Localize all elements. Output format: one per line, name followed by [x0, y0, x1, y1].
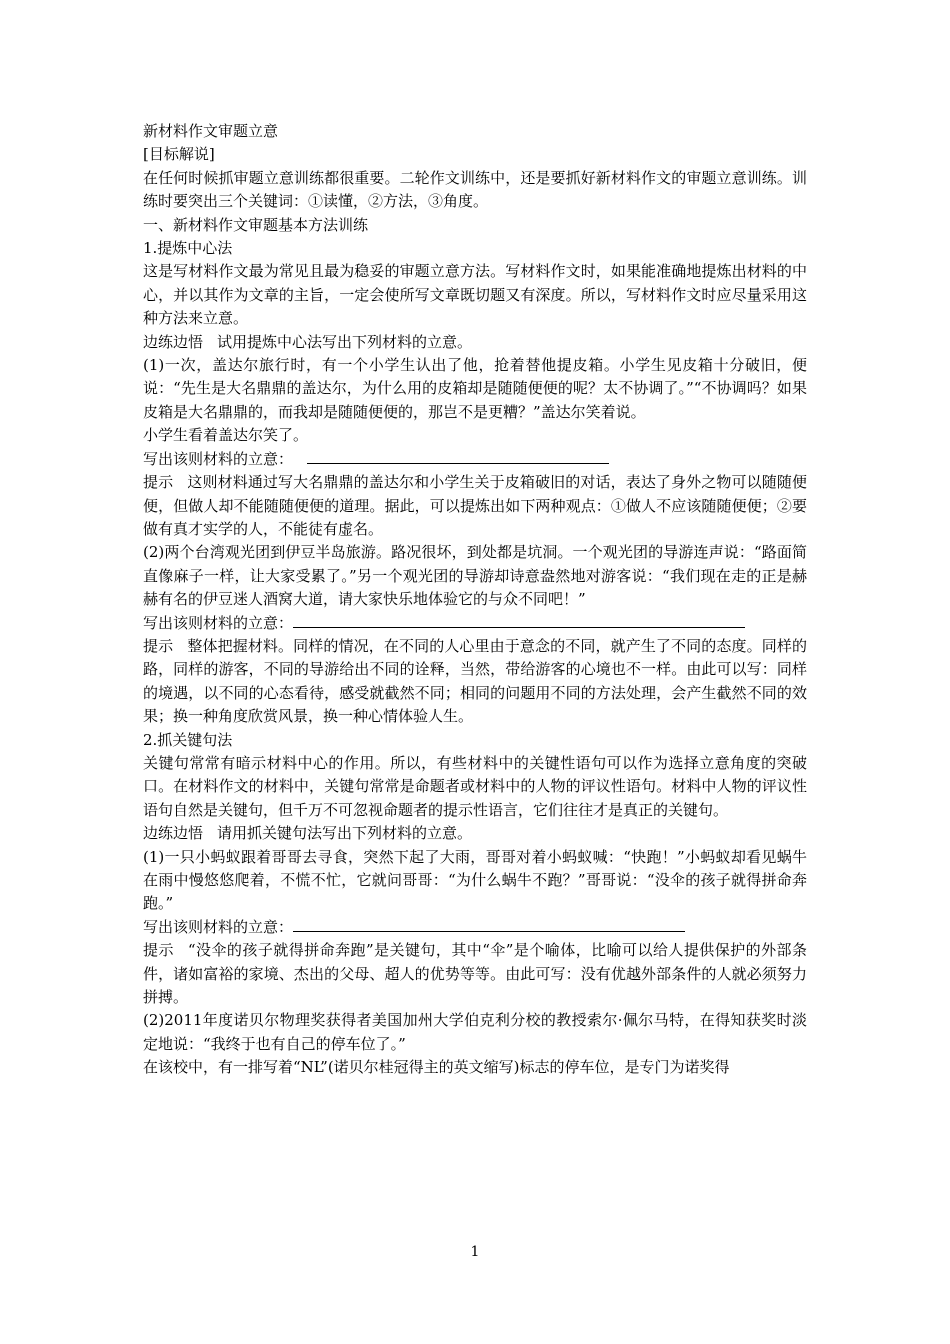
method2-example1-hint [143, 939, 807, 1009]
answer-prompt: 写出该则材料的立意： [143, 449, 294, 468]
intro-paragraph: 在任何时候抓审题立意训练都很重要。二轮作文训练中，还是要抓好新材料作文的审题立意训练。训练时要突出三个关键词：①读懂，②方法，③角度。 [143, 168, 807, 211]
method1-example1-answer [143, 448, 807, 471]
practice-label: 边练边悟 [143, 332, 204, 351]
practice-text: 请用抓关键句法写出下列材料的立意。 [217, 824, 473, 843]
method1-example2-hint [143, 635, 807, 729]
method1-example1-end: 小学生看着盖达尔笑了。 [143, 426, 309, 445]
page-number: 1 [470, 1244, 480, 1260]
method2-heading: 2.抓关键句法 [143, 730, 233, 749]
target-heading: [目标解说] [143, 145, 215, 164]
method2-example1-answer [143, 916, 807, 939]
hint-label: 提示 [143, 941, 174, 960]
document-page [143, 120, 807, 1080]
method1-heading: 1.提炼中心法 [143, 239, 233, 258]
method1-example1-hint [143, 471, 807, 541]
method2-example1: (1)一只小蚂蚁跟着哥哥去寻食，突然下起了大雨，哥哥对着小蚂蚁喊：“快跑！”小蚂蚁却看见蜗牛在雨中慢悠悠爬着，不慌不忙，它就问哥哥：“为什么蜗牛不跑？”哥哥说：“没伞的孩子就得拼命奔跑。” [143, 847, 807, 913]
hint-text: 整体把握材料。同样的情况，在不同的人心里由于意念的不同，就产生了不同的态度。同样的路，同样的游客，不同的导游给出不同的诠释，当然，带给游客的心境也不一样。由此可以写：同样的境遇，以不同的心态看待，感受就截然不同；相同的问题用不同的方法处理，会产生截然不同的效果；换一种角度欣赏风景，换一种心情体验人生。 [143, 636, 807, 726]
method1-example1: (1)一次，盖达尔旅行时，有一个小学生认出了他，抢着替他提皮箱。小学生见皮箱十分破旧，便说：“先生是大名鼎鼎的盖达尔，为什么用的皮箱却是随随便便的呢？太不协调了。”“不协调吗？如果皮箱是大名鼎鼎的，而我却是随随便便的，那岂不是更糟？”盖达尔笑着说。 [143, 356, 807, 421]
method1-description: 这是写材料作文最为常见且最为稳妥的审题立意方法。写材料作文时，如果能准确地提炼出材料的中心，并以其作为文章的主旨，一定会使所写文章既切题又有深度。所以，写材料作文时应尽量采用这种方法来立意。 [143, 262, 807, 328]
method2-description: 关键句常常有暗示材料中心的作用。所以，有些材料中的关键性语句可以作为选择立意角度的突破口。在材料作文的材料中，关键句常常是命题者或材料中的人物的评议性语句。材料中人物的评议性语句自然是关键句，但千万不可忽视命题者的提示性语言，它们往往才是真正的关键句。 [143, 753, 807, 819]
hint-text: “没伞的孩子就得拼命奔跑”是关键句，其中“伞”是个喻体，比喻可以给人提供保护的外部条件，诸如富裕的家境、杰出的父母、超人的优势等等。由此可写：没有优越外部条件的人就必须努力拼搏。 [143, 941, 807, 1007]
method1-example2-answer [143, 612, 807, 635]
method1-practice [143, 331, 807, 354]
practice-label: 边练边悟 [143, 824, 204, 843]
hint-text: 这则材料通过写大名鼎鼎的盖达尔和小学生关于皮箱破旧的对话，表达了身外之物可以随随便便，但做人却不能随随便便的道理。据此，可以提炼出如下两种观点：①做人不应该随随便便；②要做有真才实学的人，不能徒有虚名。 [143, 473, 807, 538]
answer-blank-line[interactable] [293, 917, 685, 932]
section-heading: 一、新材料作文审题基本方法训练 [143, 215, 369, 234]
method2-practice [143, 822, 807, 845]
hint-label: 提示 [143, 473, 174, 492]
answer-prompt: 写出该则材料的立意： [143, 917, 294, 936]
answer-blank-line[interactable] [293, 613, 745, 628]
method1-example2: (2)两个台湾观光团到伊豆半岛旅游。路况很坏，到处都是坑洞。一个观光团的导游连声说：“路面简直像麻子一样，让大家受累了。”另一个观光团的导游却诗意盎然地对游客说：“我们现在走的正是赫赫有名的伊豆迷人酒窝大道，请大家快乐地体验它的与众不同吧！” [143, 543, 807, 609]
method2-example2-continued: 在该校中，有一排写着“NL”(诺贝尔桂冠得主的英文缩写)标志的停车位，是专门为诺奖得 [143, 1058, 730, 1077]
document-title: 新材料作文审题立意 [143, 122, 279, 140]
answer-prompt: 写出该则材料的立意： [143, 613, 294, 632]
practice-text: 试用提炼中心法写出下列材料的立意。 [217, 332, 473, 351]
method2-example2: (2)2011年度诺贝尔物理奖获得者美国加州大学伯克利分校的教授索尔·佩尔马特，在得知获奖时淡定地说：“我终于也有自己的停车位了。” [143, 1011, 807, 1053]
answer-blank-line[interactable] [307, 449, 609, 464]
hint-label: 提示 [143, 636, 174, 655]
